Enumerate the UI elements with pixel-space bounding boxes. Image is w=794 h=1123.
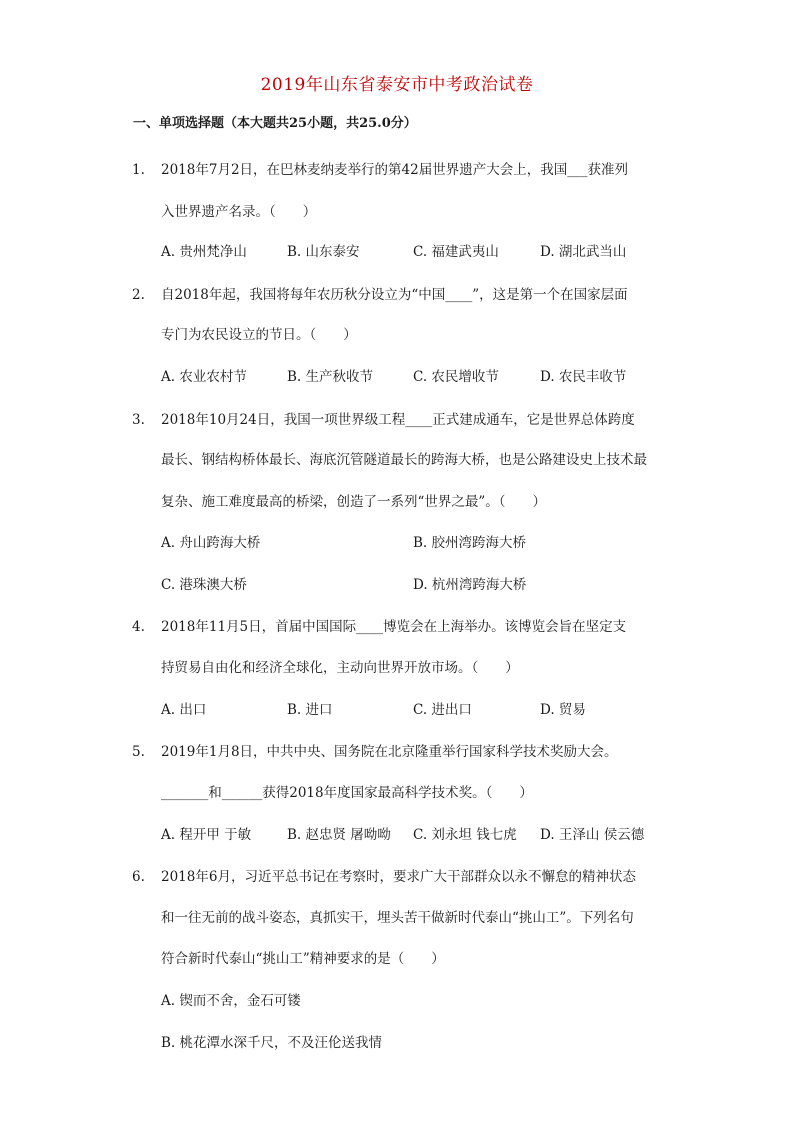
question-text-line: 持贸易自由化和经济全球化，主动向世界开放市场。（ ） [161, 660, 519, 676]
option-b: B. 生产秋收节 [287, 369, 374, 385]
option-a: A. 出口 [161, 702, 207, 718]
question-text-line: 自2018年起，我国将每年农历秋分设立为“中国____”，这是第一个在国家层面 [161, 287, 628, 303]
option-d: D. 贸易 [540, 702, 586, 718]
question-text-line: 符合新时代泰山“挑山工”精神要求的是（ ） [161, 951, 445, 967]
option-d: D. 杭州湾跨海大桥 [413, 577, 527, 593]
option-a: A. 农业农村节 [161, 369, 247, 385]
option-a: A. 锲而不舍，金石可镂 [161, 993, 301, 1009]
option-c: C. 农民增收节 [413, 369, 499, 385]
question-number: 5. [132, 744, 145, 760]
question-number: 6. [132, 869, 145, 885]
question-text-line: 2019年1月8日，中共中央、国务院在北京隆重举行国家科学技术奖励大会。 [161, 744, 618, 760]
section-heading: 一、单项选择题（本大题共25小题，共25.0分） [133, 116, 417, 131]
option-c: C. 进出口 [413, 702, 472, 718]
option-c: C. 港珠澳大桥 [161, 577, 247, 593]
option-b: B. 山东泰安 [287, 244, 360, 260]
option-a: A. 贵州梵净山 [161, 244, 247, 260]
question-text-line: 专门为农民设立的节日。（ ） [161, 327, 357, 343]
question-text-line: 复杂、施工难度最高的桥梁，创造了一系列“世界之最”。（ ） [161, 494, 547, 510]
question-text-line: 2018年6月，习近平总书记在考察时，要求广大干部群众以永不懈怠的精神状态 [161, 869, 636, 885]
option-b: B. 桃花潭水深千尺，不及汪伦送我情 [161, 1035, 383, 1051]
option-b: B. 胶州湾跨海大桥 [413, 535, 527, 551]
question-number: 1. [132, 162, 145, 178]
option-c: C. 刘永坦 钱七虎 [413, 827, 517, 843]
option-b: B. 进口 [287, 702, 333, 718]
option-c: C. 福建武夷山 [413, 244, 499, 260]
question-text-line: 2018年11月5日，首届中国国际____博览会在上海举办。该博览会旨在坚定支 [161, 619, 627, 635]
option-d: D. 农民丰收节 [540, 369, 627, 385]
option-a: A. 程开甲 于敏 [161, 827, 252, 843]
question-number: 3. [132, 412, 145, 428]
question-text-line: 2018年10月24日，我国一项世界级工程____正式建成通车，它是世界总体跨度 [161, 412, 635, 428]
question-text-line: 2018年7月2日，在巴林麦纳麦举行的第42届世界遗产大会上，我国___获准列 [161, 162, 628, 178]
question-text-line: 和一往无前的战斗姿态，真抓实干，埋头苦干做新时代泰山“挑山工”。下列名句 [161, 910, 634, 926]
exam-title: 2019年山东省泰安市中考政治试卷 [260, 75, 534, 95]
question-number: 4. [132, 619, 145, 635]
question-text-line: 入世界遗产名录。（ ） [161, 204, 317, 220]
option-d: D. 湖北武当山 [540, 244, 627, 260]
question-text-line: 最长、钢结构桥体最长、海底沉管隧道最长的跨海大桥，也是公路建设史上技术最 [161, 452, 647, 468]
option-a: A. 舟山跨海大桥 [161, 535, 261, 551]
option-b: B. 赵忠贤 屠呦呦 [287, 827, 391, 843]
question-number: 2. [132, 287, 145, 303]
option-d: D. 王泽山 侯云德 [540, 827, 645, 843]
question-text-line: _______和______获得2018年度国家最高科学技术奖。（ ） [161, 785, 533, 801]
